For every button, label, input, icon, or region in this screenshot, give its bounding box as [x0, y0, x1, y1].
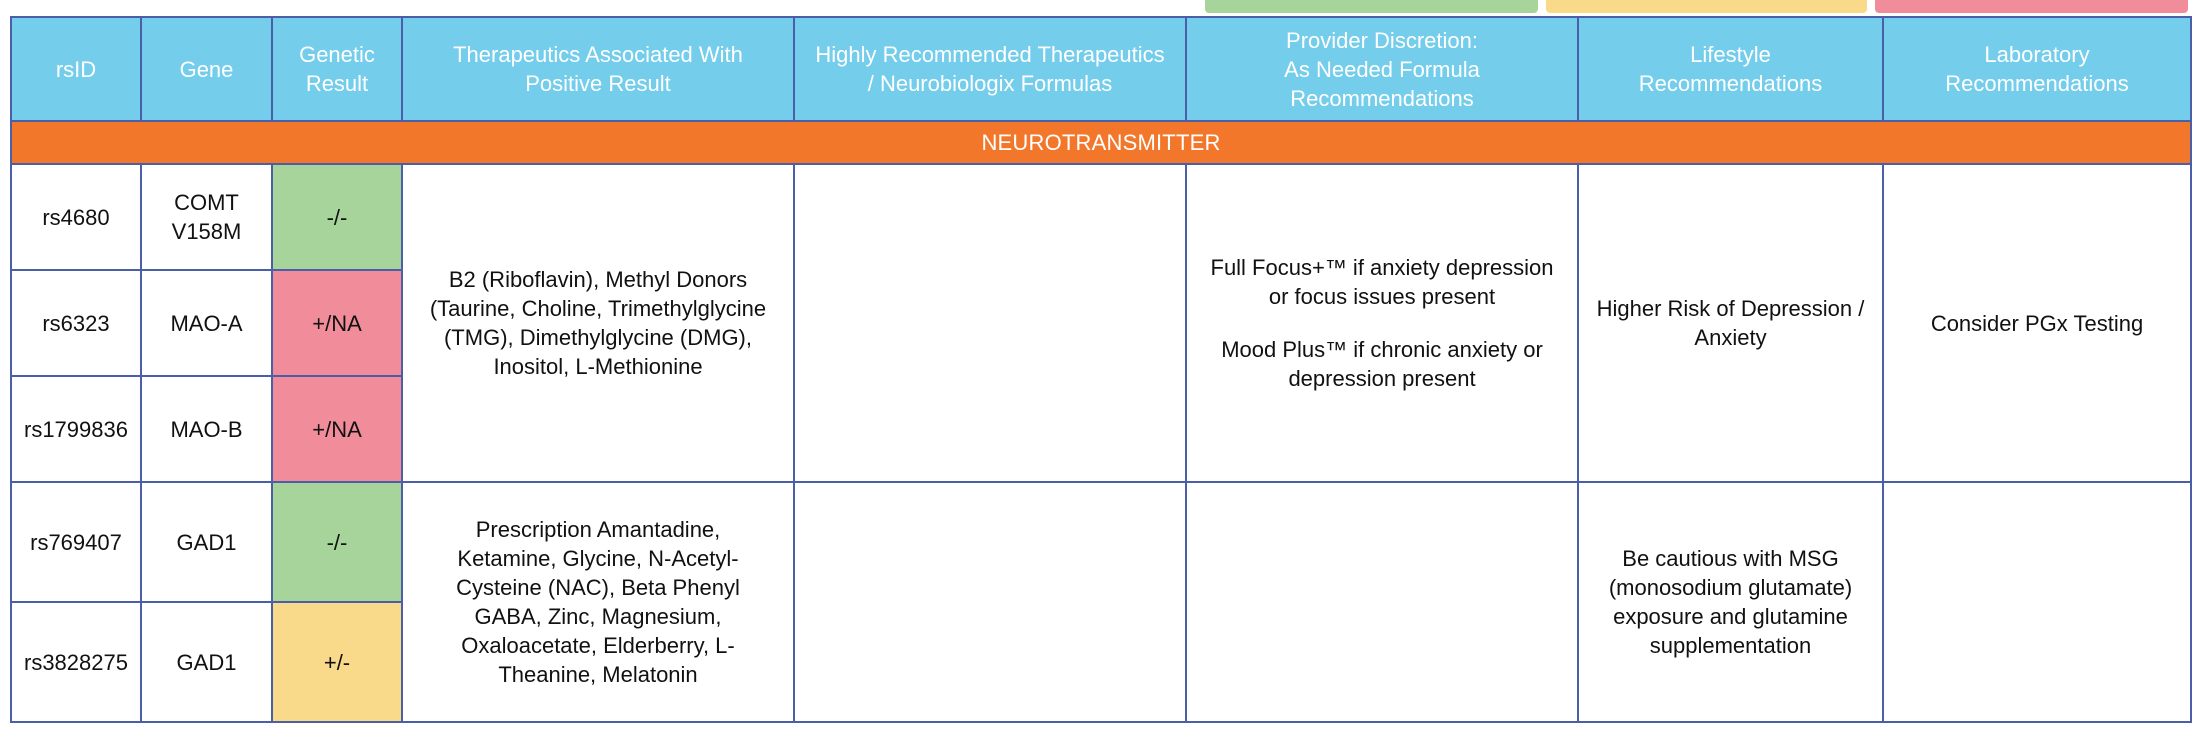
legend-chip-green	[1205, 0, 1538, 13]
genetic-result-cell: +/NA	[272, 376, 402, 482]
header-row	[11, 17, 2191, 121]
header-genetic-result: Genetic Result	[272, 17, 402, 121]
laboratory-cell: Consider PGx Testing	[1883, 164, 2191, 482]
genetic-result-cell: -/-	[272, 164, 402, 270]
header-provider-discretion: Provider Discretion: As Needed Formula Recommendations	[1186, 17, 1578, 121]
lifestyle-cell: Higher Risk of Depression / Anxiety	[1578, 164, 1883, 482]
rsid-cell: rs4680	[11, 164, 141, 270]
header-highly-recommended: Highly Recommended Therapeutics / Neurobiologix Formulas	[794, 17, 1186, 121]
section-title: NEUROTRANSMITTER	[11, 121, 2191, 164]
neurotransmitter-table	[10, 16, 2192, 723]
gene-cell: COMT V158M	[141, 164, 272, 270]
header-laboratory: Laboratory Recommendations	[1883, 17, 2191, 121]
lifestyle-cell: Be cautious with MSG (monosodium glutamate) exposure and glutamine supplementation	[1578, 482, 1883, 722]
therapeutics-cell: B2 (Riboflavin), Methyl Donors (Taurine, Choline, Trimethylglycine (TMG), Dimethylglycine (DMG), Inositol, L-Methionine	[402, 164, 794, 482]
header-lifestyle: Lifestyle Recommendations	[1578, 17, 1883, 121]
rsid-cell: rs1799836	[11, 376, 141, 482]
gene-cell: MAO-B	[141, 376, 272, 482]
gene-cell: GAD1	[141, 602, 272, 722]
header-gene: Gene	[141, 17, 272, 121]
header-therapeutics: Therapeutics Associated With Positive Result	[402, 17, 794, 121]
rsid-cell: rs3828275	[11, 602, 141, 722]
legend-chip-yellow	[1546, 0, 1867, 13]
gene-cell: MAO-A	[141, 270, 272, 376]
therapeutics-cell: Prescription Amantadine, Ketamine, Glycine, N-Acetyl- Cysteine (NAC), Beta Phenyl GABA, Zinc, Magnesium, Oxaloacetate, Elderberry, L- Theanine, Melatonin	[402, 482, 794, 722]
legend-chip-pink	[1875, 0, 2188, 13]
rsid-cell: rs6323	[11, 270, 141, 376]
gene-cell: GAD1	[141, 482, 272, 602]
table-row	[11, 164, 2191, 270]
rsid-cell: rs769407	[11, 482, 141, 602]
highly-recommended-cell	[794, 482, 1186, 722]
laboratory-cell	[1883, 482, 2191, 722]
genetic-result-cell: +/-	[272, 602, 402, 722]
table-row	[11, 482, 2191, 602]
provider-discretion-cell: Full Focus+™ if anxiety depression or focus issues present Mood Plus™ if chronic anxiety or depression present	[1186, 164, 1578, 482]
genetic-result-cell: +/NA	[272, 270, 402, 376]
provider-discretion-cell	[1186, 482, 1578, 722]
genetic-result-cell: -/-	[272, 482, 402, 602]
section-row	[11, 121, 2191, 164]
highly-recommended-cell	[794, 164, 1186, 482]
header-rsid: rsID	[11, 17, 141, 121]
